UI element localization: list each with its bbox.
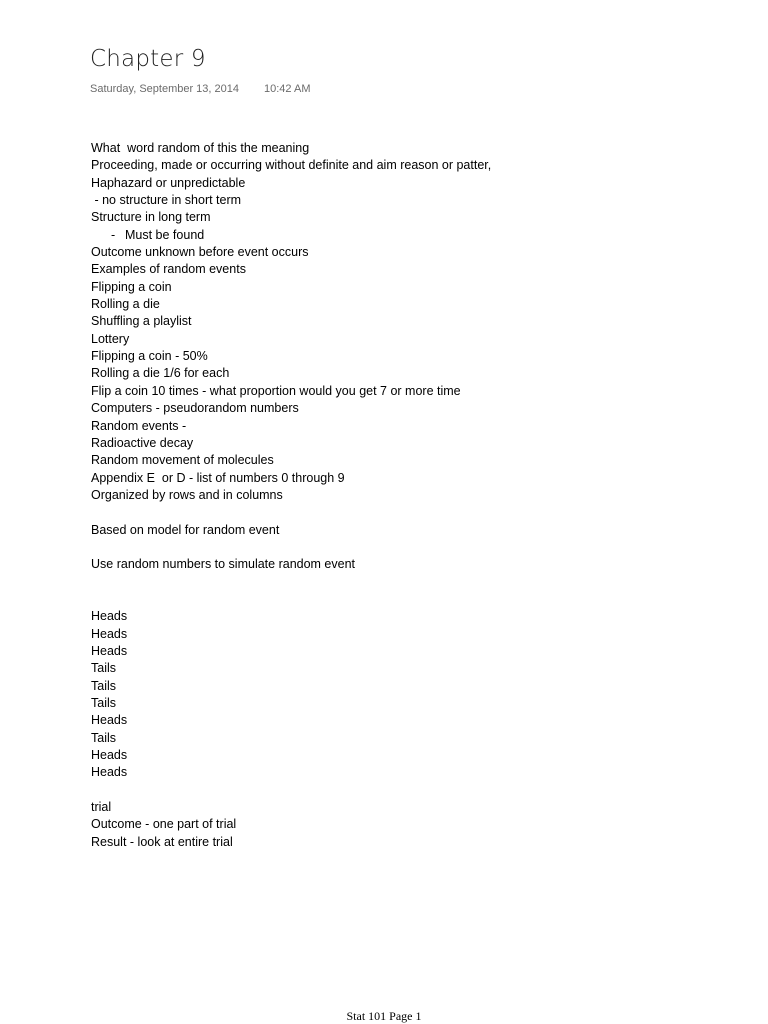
blank-line xyxy=(91,574,731,591)
note-line: Heads xyxy=(91,748,128,763)
note-bullet-item xyxy=(91,227,731,244)
note-line: - no structure in short term xyxy=(91,193,242,208)
note-line: Tails xyxy=(91,730,117,745)
blank-line xyxy=(91,539,731,556)
note-line: Proceeding, made or occurring without definite and aim reason or patter, xyxy=(91,158,492,173)
note-line: Must be found xyxy=(125,227,205,242)
page-date: Saturday, September 13, 2014 xyxy=(90,83,240,95)
note-line: What word random of this the meaning xyxy=(91,141,310,155)
note-line: Heads xyxy=(91,643,128,658)
note-line: Heads xyxy=(91,765,128,780)
blank-line xyxy=(91,504,731,521)
note-line: Random movement of molecules xyxy=(91,453,274,468)
note-line: Structure in long term xyxy=(91,210,211,225)
note-line: Random events - xyxy=(91,418,187,433)
page-timestamp xyxy=(90,83,311,95)
note-body[interactable] xyxy=(91,140,731,851)
note-line: Rolling a die xyxy=(91,297,160,312)
note-line: trial xyxy=(91,800,112,815)
note-line: Outcome unknown before event occurs xyxy=(91,245,309,260)
blank-line xyxy=(91,591,731,608)
note-line: Heads xyxy=(91,713,128,728)
note-line: Tails xyxy=(91,696,117,710)
note-line: Tails xyxy=(91,678,117,693)
note-line: Based on model for random event xyxy=(91,522,280,537)
note-line: Flipping a coin xyxy=(91,279,172,294)
note-line: Haphazard or unpredictable xyxy=(91,175,246,190)
page-time: 10:42 AM xyxy=(264,83,311,95)
note-line: Appendix E or D - list of numbers 0 through 9 xyxy=(91,470,345,485)
note-line: Flip a coin 10 times - what proportion would you get 7 or more time xyxy=(91,383,461,398)
note-line: Outcome - one part of trial xyxy=(91,817,237,832)
blank-line xyxy=(91,782,731,799)
page-footer: Stat 101 Page 1 xyxy=(346,1009,422,1023)
page-title: Chapter 9 xyxy=(90,46,206,72)
note-line: Result - look at entire trial xyxy=(91,834,233,849)
note-line: Lottery xyxy=(91,331,130,346)
note-line: Heads xyxy=(91,626,128,641)
note-line: Heads xyxy=(91,609,128,624)
note-line: Computers - pseudorandom numbers xyxy=(91,401,299,416)
note-line: Examples of random events xyxy=(91,262,246,277)
note-line: Flipping a coin - 50% xyxy=(91,349,208,364)
note-line: Radioactive decay xyxy=(91,435,194,450)
bullet-dash: - xyxy=(111,227,116,242)
note-line: Use random numbers to simulate random event xyxy=(91,557,356,572)
note-line: Rolling a die 1/6 for each xyxy=(91,366,230,381)
note-line: Organized by rows and in columns xyxy=(91,487,283,502)
note-line: Tails xyxy=(91,661,117,676)
note-line: Shuffling a playlist xyxy=(91,314,192,329)
